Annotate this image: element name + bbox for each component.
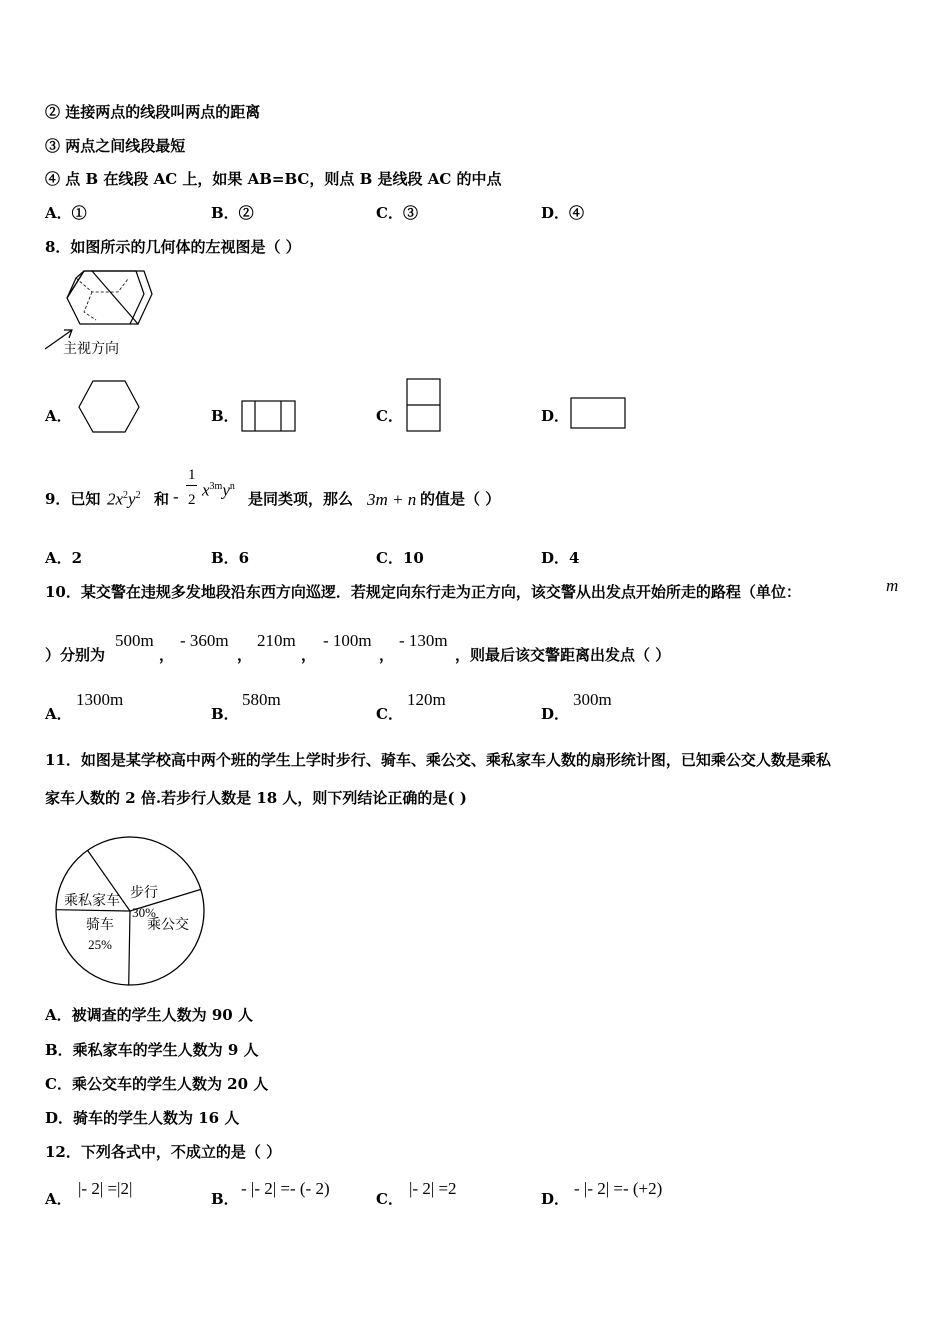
q8-stem: 8．如图所示的几何体的左视图是（ ） bbox=[45, 238, 301, 256]
q8-option-d-label[interactable]: D． bbox=[541, 407, 570, 425]
q12-option-b-expr[interactable]: - |- 2| =- (- 2) bbox=[241, 1179, 330, 1198]
pie-label-private-car: 乘私家车 bbox=[64, 893, 120, 909]
q12-stem: 12．下列各式中，不成立的是（ ） bbox=[45, 1143, 282, 1161]
q10-value-5: - 130m bbox=[399, 631, 448, 650]
q10-value-1: 500m bbox=[115, 631, 154, 650]
q11-stem-line1: 11．如图是某学校高中两个班的学生上学时步行、骑车、乘公交、乘私家车人数的扇形统计图，已知乘公交人数是乘私 bbox=[45, 751, 831, 769]
q12-option-a-label[interactable]: A． bbox=[45, 1190, 72, 1208]
q7-option-a[interactable]: A．① bbox=[45, 204, 87, 222]
q10-comma-4: ， bbox=[379, 646, 395, 664]
q9-prefix: 9．已知 bbox=[45, 490, 101, 508]
q9-expr-1: $2x^2y^2$ bbox=[107, 489, 141, 509]
option-a-hexagon-shape[interactable] bbox=[77, 380, 141, 434]
option-d-rectangle-shape[interactable] bbox=[570, 397, 628, 431]
q7-statement-4: ④ 点 B 在线段 AC 上，如果 AB=BC，则点 B 是线段 AC 的中点 bbox=[45, 170, 502, 188]
pie-label-bus: 乘公交 bbox=[147, 917, 189, 933]
q10-option-a-value[interactable]: 1300m bbox=[76, 690, 124, 709]
q9-middle-text: 是同类项，那么 bbox=[248, 490, 354, 508]
q10-comma-1: ， bbox=[159, 646, 175, 664]
q12-option-d-label[interactable]: D． bbox=[541, 1190, 570, 1208]
q12-option-d-expr[interactable]: - |- 2| =- (+2) bbox=[574, 1179, 663, 1198]
q11-option-b[interactable]: B．乘私家车的学生人数为 9 人 bbox=[45, 1041, 259, 1059]
q7-option-d[interactable]: D．④ bbox=[541, 204, 585, 222]
q9-expr-3: 3m + n bbox=[367, 490, 417, 509]
q10-option-c-value[interactable]: 120m bbox=[407, 690, 446, 709]
pie-label-walk-percent: 30% bbox=[132, 905, 156, 920]
option-b-three-rectangles-shape[interactable] bbox=[241, 400, 297, 432]
q9-connector: 和 bbox=[154, 490, 170, 508]
q10-comma-3: ， bbox=[301, 646, 317, 664]
q11-stem-line2: 家车人数的 2 倍.若步行人数是 18 人，则下列结论正确的是( ) bbox=[45, 789, 467, 807]
q10-option-a-label[interactable]: A． bbox=[45, 705, 72, 723]
option-c-stacked-squares-shape[interactable] bbox=[406, 378, 442, 434]
q10-option-b-value[interactable]: 580m bbox=[242, 690, 281, 709]
q7-option-b[interactable]: B．② bbox=[211, 204, 254, 222]
view-direction-label: 主视方向 bbox=[63, 341, 119, 357]
q9-suffix: 的值是（ ） bbox=[420, 490, 501, 508]
q10-value-2: - 360m bbox=[180, 631, 229, 650]
q9-coef-sign: - bbox=[173, 487, 179, 506]
q12-option-c-expr[interactable]: |- 2| =2 bbox=[409, 1179, 457, 1198]
q10-stem: 10．某交警在违规多发地段沿东西方向巡逻．若规定向东行走为正方向，该交警从出发点开始所走的路程（单位： bbox=[45, 583, 801, 601]
q7-statement-3: ③ 两点之间线段最短 bbox=[45, 137, 186, 155]
q10-option-d-value[interactable]: 300m bbox=[573, 690, 612, 709]
q7-statement-2: ② 连接两点的线段叫两点的距离 bbox=[45, 103, 261, 121]
q10-unit: m bbox=[886, 576, 899, 595]
q10-line2-prefix: ）分别为 bbox=[45, 646, 106, 664]
q8-option-b-label[interactable]: B． bbox=[211, 407, 239, 425]
pie-label-walk: 步行 bbox=[130, 885, 158, 901]
q8-option-a-label[interactable]: A． bbox=[45, 407, 72, 425]
q9-coef-denominator: 2 bbox=[188, 492, 196, 508]
pie-slice-boundary bbox=[129, 911, 130, 985]
q10-line2-suffix: ，则最后该交警距离出发点（ ） bbox=[455, 646, 671, 664]
pie-chart bbox=[40, 828, 230, 998]
q8-option-c-label[interactable]: C． bbox=[376, 407, 403, 425]
q9-option-b[interactable]: B．6 bbox=[211, 549, 250, 567]
q7-option-c[interactable]: C．③ bbox=[376, 204, 418, 222]
q9-option-c[interactable]: C．10 bbox=[376, 549, 424, 567]
q10-option-c-label[interactable]: C． bbox=[376, 705, 403, 723]
q10-value-4: - 100m bbox=[323, 631, 372, 650]
q9-coef-numerator: 1 bbox=[188, 467, 196, 483]
q12-option-a-expr[interactable]: |- 2| =|2| bbox=[78, 1179, 133, 1198]
q11-option-d[interactable]: D．骑车的学生人数为 16 人 bbox=[45, 1109, 240, 1127]
q10-option-b-label[interactable]: B． bbox=[211, 705, 239, 723]
pie-label-bike-percent: 25% bbox=[88, 937, 112, 952]
pie-label-bike: 骑车 bbox=[86, 917, 114, 933]
q10-value-3: 210m bbox=[257, 631, 296, 650]
q9-option-a[interactable]: A．2 bbox=[45, 549, 83, 567]
q12-option-b-label[interactable]: B． bbox=[211, 1190, 239, 1208]
q11-option-c[interactable]: C．乘公交车的学生人数为 20 人 bbox=[45, 1075, 269, 1093]
q9-option-d[interactable]: D．4 bbox=[541, 549, 580, 567]
q11-option-a[interactable]: A．被调查的学生人数为 90 人 bbox=[45, 1006, 253, 1024]
q10-comma-2: ， bbox=[237, 646, 253, 664]
q9-fraction-bar bbox=[186, 485, 197, 486]
q12-option-c-label[interactable]: C． bbox=[376, 1190, 403, 1208]
pie-slice-boundary bbox=[56, 910, 130, 911]
q10-option-d-label[interactable]: D． bbox=[541, 705, 570, 723]
q9-expr-2: $x^{3m}y^n$ bbox=[202, 480, 235, 500]
